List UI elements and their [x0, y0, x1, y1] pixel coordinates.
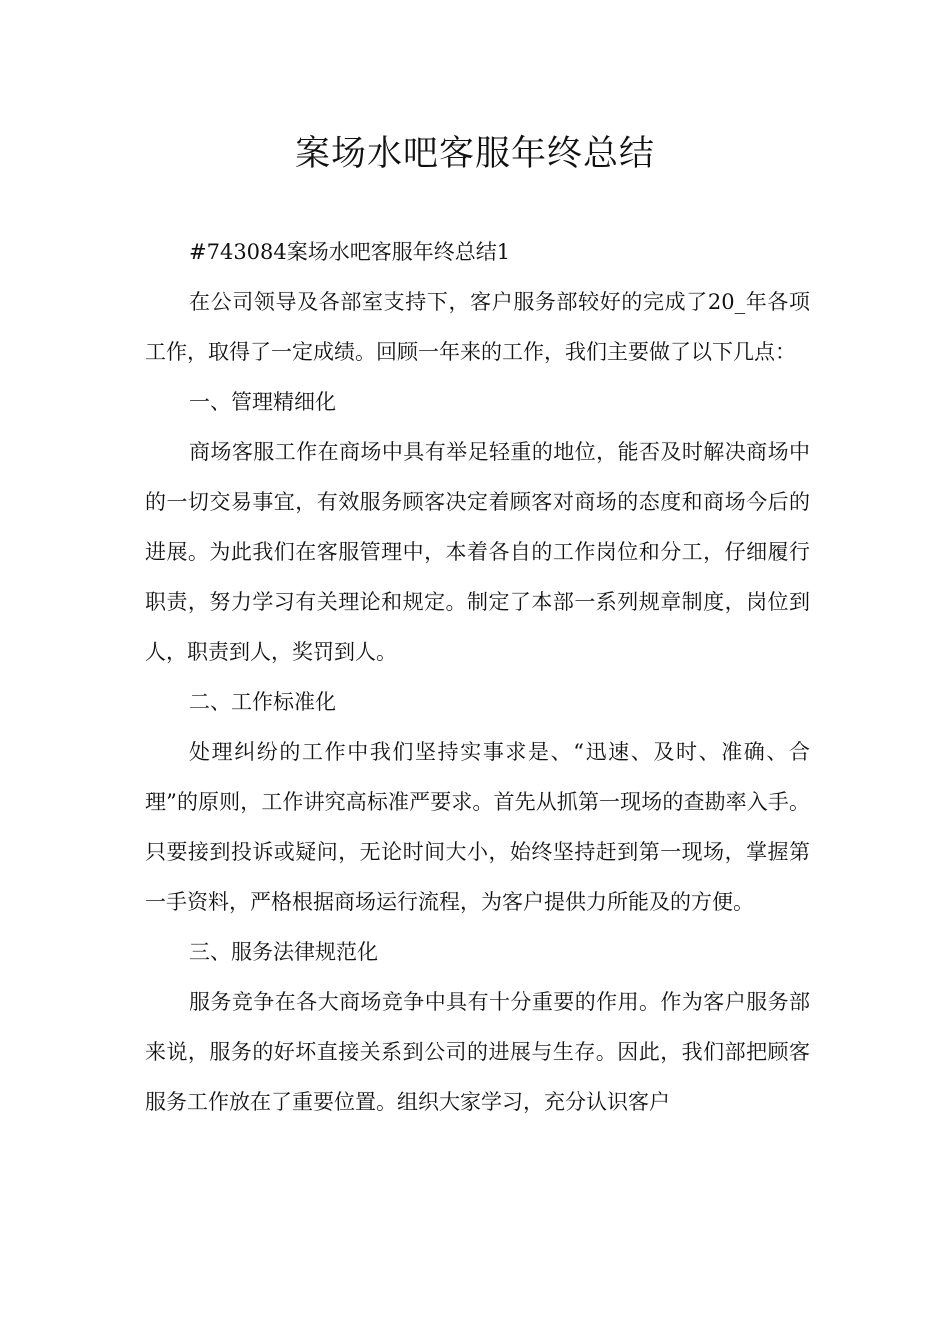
section-heading-1: 一、管理精细化 [189, 390, 336, 414]
section-heading-2: 二、工作标准化 [189, 690, 336, 714]
paragraph-section-3: 服务竞争在各大商场竞争中具有十分重要的作用。作为客户服务部来说，服务的好坏直接关系到公司的进展与生存。因此，我们部把顾客服务工作放在了重要位置。组织大家学习，充分认识客户 [145, 990, 810, 1114]
document-body [145, 227, 810, 1127]
paragraph-section-2: 处理纠纷的工作中我们坚持实事求是、“迅速、及时、准确、合理”的原则，工作讲究高标准严要求。首先从抓第一现场的查勘率入手。只要接到投诉或疑问，无论时间大小，始终坚持赶到第一现场，掌握第一手资料，严格根据商场运行流程，为客户提供力所能及的方便。 [145, 740, 810, 914]
paragraph-intro: 在公司领导及各部室支持下，客户服务部较好的完成了20_年各项工作，取得了一定成绩。回顾一年来的工作，我们主要做了以下几点： [145, 290, 810, 364]
document-title: 案场水吧客服年终总结 [294, 134, 655, 174]
doc-heading: #743084案场水吧客服年终总结1 [189, 240, 511, 264]
paragraph-section-1: 商场客服工作在商场中具有举足轻重的地位，能否及时解决商场中的一切交易事宜，有效服务顾客决定着顾客对商场的态度和商场今后的进展。为此我们在客服管理中，本着各自的工作岗位和分工，仔细履行职责，努力学习有关理论和规定。制定了本部一系列规章制度，岗位到人，职责到人，奖罚到人。 [145, 440, 810, 664]
section-heading-3: 三、服务法律规范化 [189, 940, 378, 964]
